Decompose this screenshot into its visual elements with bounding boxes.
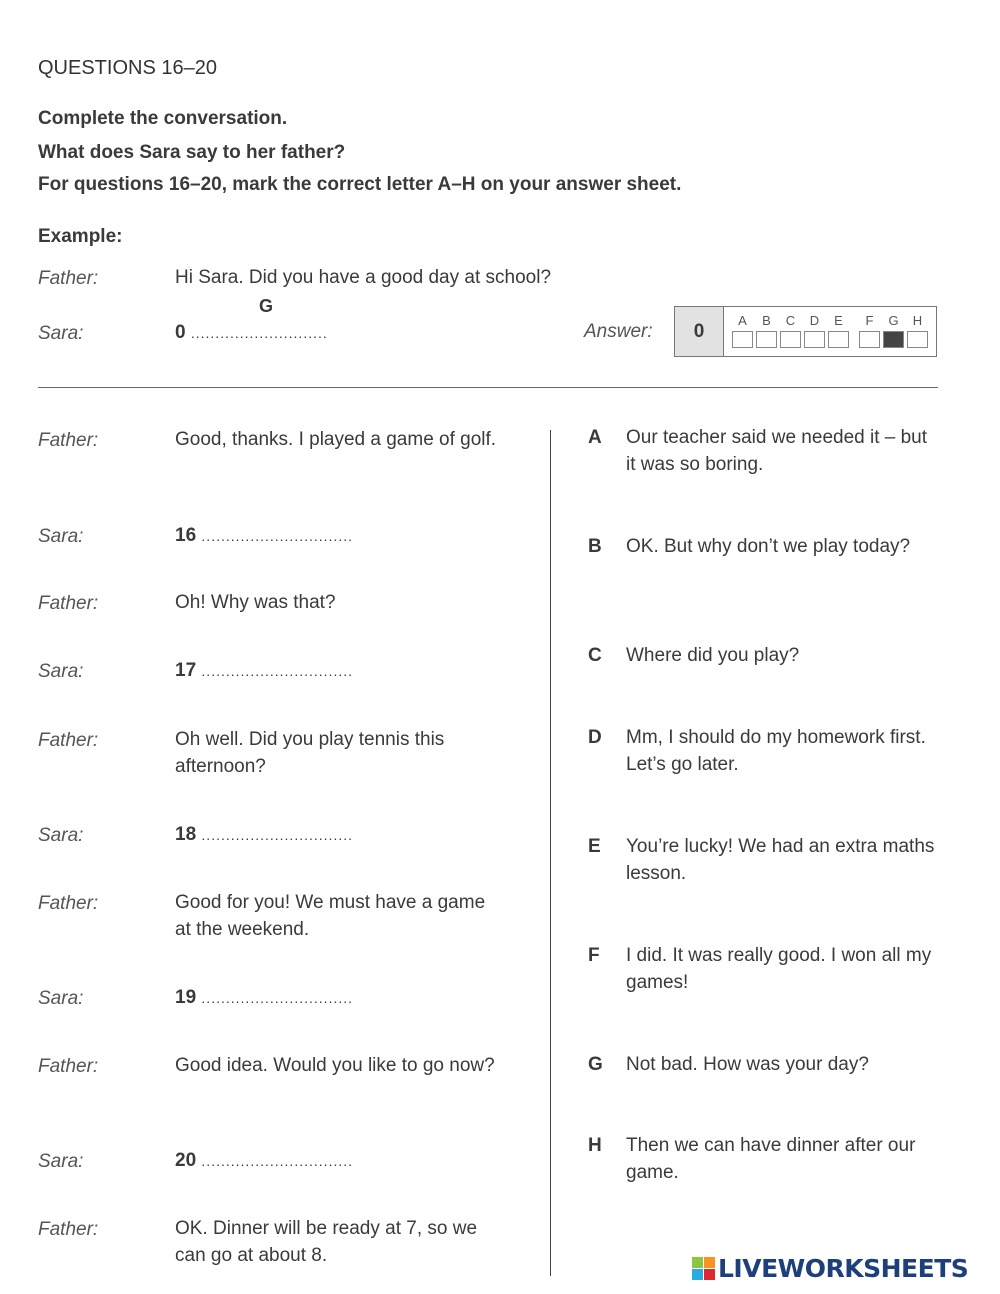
speaker-label: Father: [38, 1219, 99, 1240]
option-letter: E [588, 836, 601, 857]
example-label: Example: [38, 226, 123, 247]
father-line: OK. Dinner will be ready at 7, so we can go at about 8. [175, 1218, 478, 1266]
father-line: Good, thanks. I played a game of golf. [175, 429, 497, 450]
father-line: Good idea. Would you like to go now? [175, 1055, 495, 1076]
option-text: Our teacher said we needed it – but it was so boring. [626, 427, 928, 475]
answer-cell-c [780, 313, 801, 356]
cell-letter: C [785, 313, 796, 328]
speaker-label: Father: [38, 1056, 99, 1077]
answer-dots: ............................... [201, 663, 354, 679]
answer-cell-b [756, 313, 777, 356]
option-letter: A [588, 427, 602, 448]
example-answer: G [259, 296, 274, 316]
cell-letter: A [738, 313, 747, 328]
father-line: Oh well. Did you play tennis this afternoon? [175, 729, 445, 777]
answer-dots: ............................ [190, 325, 328, 341]
option-letter: C [588, 645, 602, 666]
answer-checkbox [907, 331, 928, 348]
question-number: 0 [175, 322, 186, 343]
speaker-label: Sara: [38, 526, 84, 547]
cell-letter: F [865, 313, 874, 328]
speaker-label: Father: [38, 593, 99, 614]
father-line: Good for you! We must have a game at the weekend. [175, 892, 486, 940]
answer-cell-d [804, 313, 825, 356]
option-letter: F [588, 945, 600, 966]
answer-line-20[interactable] [175, 1147, 505, 1175]
option-text: OK. But why don’t we play today? [626, 536, 911, 557]
answer-line-16[interactable] [175, 522, 505, 550]
logo-text: LIVEWORKSHEETS [718, 1254, 969, 1283]
option-letter: G [588, 1054, 603, 1075]
logo-icon [692, 1257, 715, 1280]
instruction-1: Complete the conversation. [38, 108, 288, 129]
question-number: 18 [175, 824, 197, 845]
speaker-label: Father: [38, 430, 99, 451]
answer-line-18[interactable] [175, 821, 505, 849]
answer-cell-a [732, 313, 753, 356]
question-number: 16 [175, 525, 197, 546]
option-text: Where did you play? [626, 645, 800, 666]
instruction-2: What does Sara say to her father? [38, 142, 346, 163]
answer-dots: ............................... [201, 827, 354, 843]
speaker-label: Father: [38, 268, 99, 289]
option-text: You’re lucky! We had an extra maths lesson. [626, 836, 935, 884]
option-text: Then we can have dinner after our game. [626, 1135, 916, 1183]
answer-cell-g [883, 313, 904, 356]
answer-cell-h [907, 313, 928, 356]
answer-cell-e [828, 313, 849, 356]
cell-letter: D [809, 313, 820, 328]
speaker-label: Sara: [38, 661, 84, 682]
option-letter: H [588, 1135, 602, 1156]
answer-label: Answer: [584, 321, 653, 342]
cell-letter: G [888, 313, 899, 328]
speaker-label: Sara: [38, 1151, 84, 1172]
example-answer-line [175, 319, 505, 347]
question-number: 19 [175, 987, 197, 1008]
answer-line-17[interactable] [175, 657, 505, 685]
answer-dots: ............................... [201, 528, 354, 544]
speaker-label: Father: [38, 730, 99, 751]
option-letter: D [588, 727, 602, 748]
option-text: Not bad. How was your day? [626, 1054, 869, 1075]
example-father-line: Hi Sara. Did you have a good day at school? [175, 267, 552, 288]
speaker-label: Sara: [38, 323, 84, 344]
answer-checkbox [804, 331, 825, 348]
answer-line-19[interactable] [175, 984, 505, 1012]
answer-checkbox [828, 331, 849, 348]
instruction-3: For questions 16–20, mark the correct letter A–H on your answer sheet. [38, 174, 682, 195]
liveworksheets-logo [692, 1254, 968, 1283]
cell-letter: B [762, 313, 771, 328]
father-line: Oh! Why was that? [175, 592, 336, 613]
answer-box-number: 0 [675, 307, 724, 356]
question-number: 17 [175, 660, 197, 681]
answer-dots: ............................... [201, 990, 354, 1006]
speaker-label: Sara: [38, 988, 84, 1009]
question-number: 20 [175, 1150, 197, 1171]
answer-cell-f [859, 313, 880, 356]
option-letter: B [588, 536, 602, 557]
answer-dots: ............................... [201, 1153, 354, 1169]
option-text: I did. It was really good. I won all my games! [626, 945, 932, 993]
cell-letter: H [912, 313, 923, 328]
divider [38, 387, 938, 388]
section-title: QUESTIONS 16–20 [38, 57, 217, 79]
answer-checkbox [756, 331, 777, 348]
answer-checkbox [780, 331, 801, 348]
answer-sheet-box [674, 306, 937, 357]
cell-letter: E [834, 313, 843, 328]
option-text: Mm, I should do my homework first. Let’s go later. [626, 727, 926, 775]
answer-checkbox [732, 331, 753, 348]
speaker-label: Sara: [38, 825, 84, 846]
answer-checkbox [883, 331, 904, 348]
speaker-label: Father: [38, 893, 99, 914]
answer-checkbox [859, 331, 880, 348]
column-divider [550, 430, 551, 1276]
answer-letter-grid [724, 307, 936, 356]
